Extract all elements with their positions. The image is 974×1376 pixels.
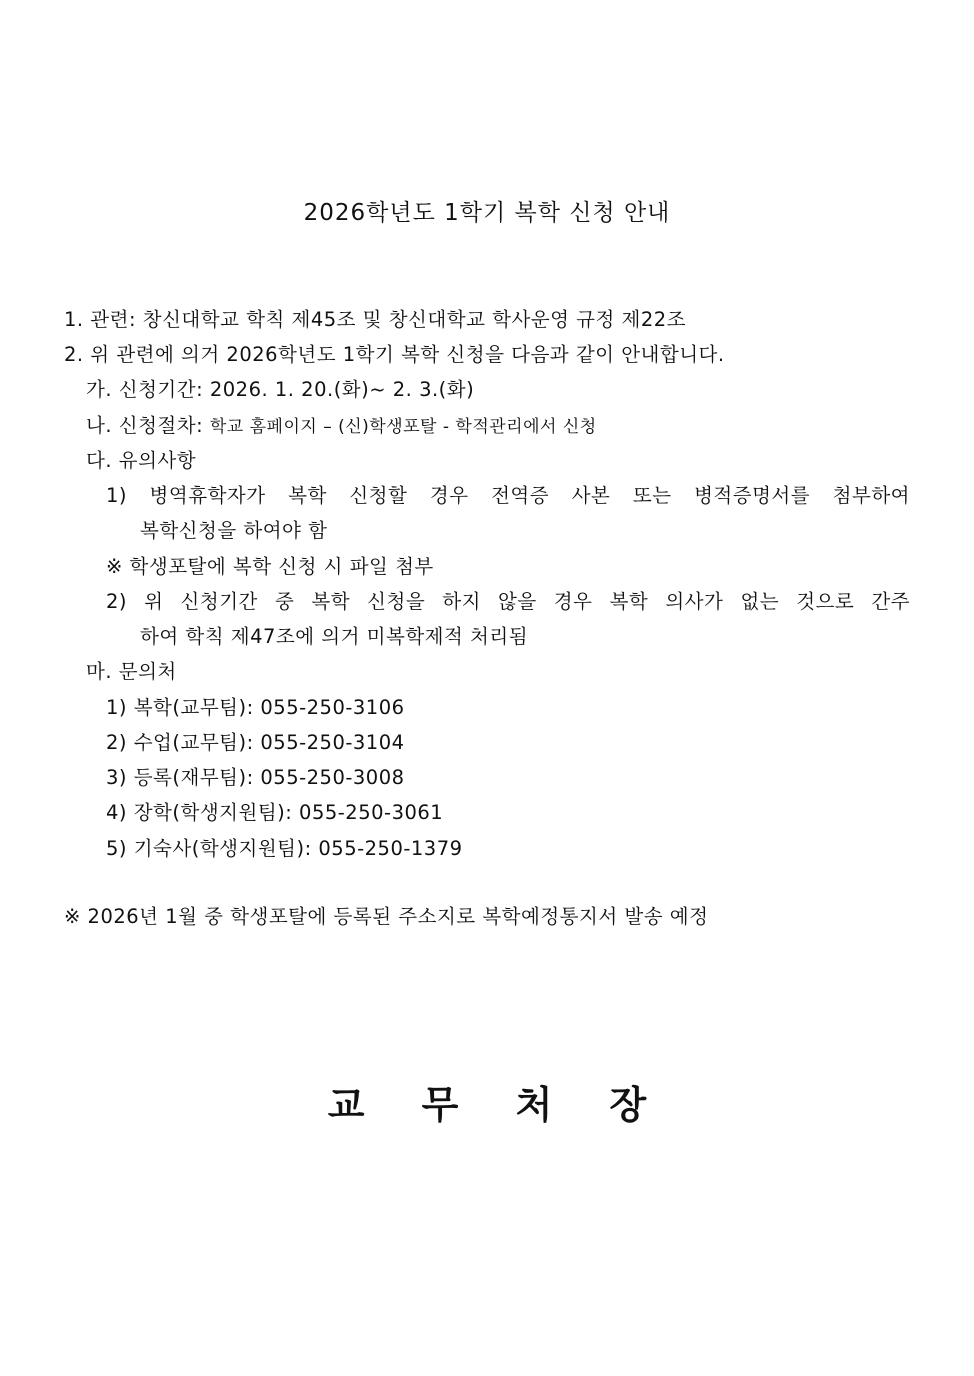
item-application-procedure [86,411,597,442]
note-1-line-1: 1) 병역휴학자가 복학 신청할 경우 전역증 사본 또는 병적증명서를 첨부하여 [106,484,910,507]
document-title: 2026학년도 1학기 복학 신청 안내 [303,200,671,226]
contact-readmission: 1) 복학(교무팀): 055-250-3106 [106,696,405,719]
item-contacts-heading: 마. 문의처 [86,660,177,683]
note-2-line-1: 2) 위 신청기간 중 복학 신청을 하지 않을 경우 복학 의사가 없는 것으로 간주 [106,590,910,613]
contact-classes: 2) 수업(교무팀): 055-250-3104 [106,731,405,754]
contact-scholarship: 4) 장학(학생지원팀): 055-250-3061 [106,801,444,824]
item-announcement: 2. 위 관련에 의거 2026학년도 1학기 복학 신청을 다음과 같이 안내합니다. [64,343,725,366]
signature: 교 무 처 장 [327,1083,669,1127]
note-2-line-2: 하여 학칙 제47조에 의거 미복학제적 처리됨 [140,625,529,648]
footer-note: ※ 2026년 1월 중 학생포탈에 등록된 주소지로 복학예정통지서 발송 예정 [64,905,709,928]
item-notes-heading: 다. 유의사항 [86,449,197,472]
procedure-label: 나. 신청절차: [86,414,210,437]
procedure-value: 학교 홈페이지 – (신)학생포탈 - 학적관리에서 신청 [209,417,597,437]
note-1-line-2: 복학신청을 하여야 함 [140,519,328,542]
note-attachment-remark: ※ 학생포탈에 복학 신청 시 파일 첨부 [106,555,434,578]
contact-dormitory: 5) 기숙사(학생지원팀): 055-250-1379 [106,837,463,860]
item-related-regulation: 1. 관련: 창신대학교 학칙 제45조 및 창신대학교 학사운영 규정 제22조 [64,308,687,331]
item-application-period: 가. 신청기간: 2026. 1. 20.(화)~ 2. 3.(화) [86,378,475,401]
contact-registration: 3) 등록(재무팀): 055-250-3008 [106,766,405,789]
